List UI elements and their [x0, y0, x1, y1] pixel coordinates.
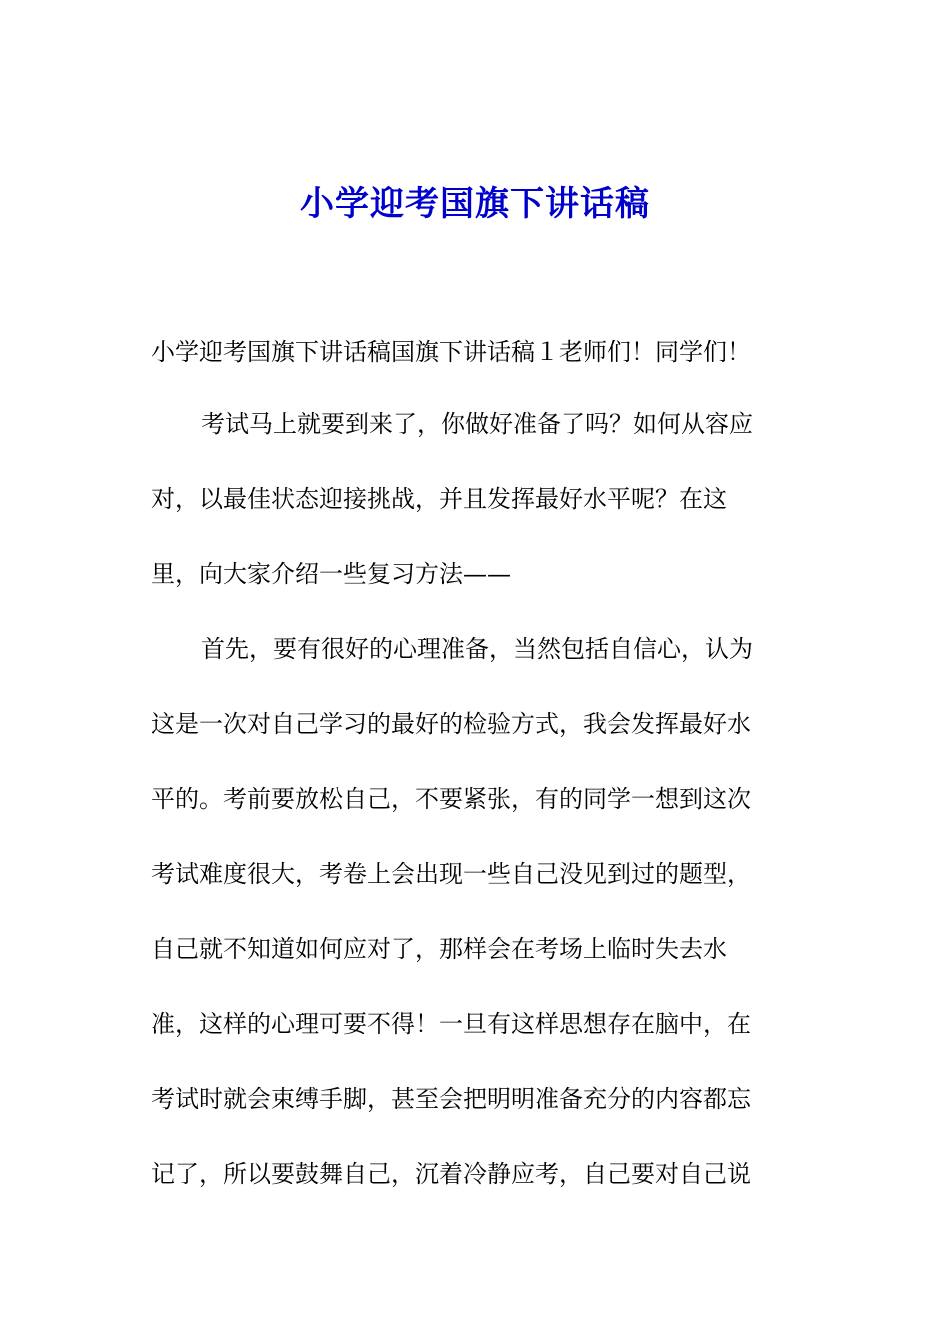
- body-line: 考试难度很大，考卷上会出现一些自己没见到过的题型，: [151, 860, 751, 888]
- body-line: 这是一次对自己学习的最好的检验方式，我会发挥最好水: [151, 710, 751, 738]
- body-line: 考试时就会束缚手脚，甚至会把明明准备充分的内容都忘: [151, 1085, 751, 1113]
- body-line: 首先，要有很好的心理准备，当然包括自信心，认为: [201, 635, 753, 663]
- body-line: 考试马上就要到来了，你做好准备了吗？如何从容应: [201, 410, 753, 438]
- document-title: 小学迎考国旗下讲话稿: [300, 184, 650, 224]
- body-line: 里，向大家介绍一些复习方法——: [151, 560, 511, 588]
- body-line: 平的。考前要放松自己，不要紧张，有的同学一想到这次: [151, 785, 751, 813]
- body-line: 对，以最佳状态迎接挑战，并且发挥最好水平呢？在这: [151, 485, 727, 513]
- body-line: 自己就不知道如何应对了，那样会在考场上临时失去水: [151, 935, 727, 963]
- body-line: 准，这样的心理可要不得！一旦有这样思想存在脑中，在: [151, 1010, 751, 1038]
- body-line: 记了，所以要鼓舞自己，沉着冷静应考，自己要对自己说: [151, 1160, 751, 1188]
- body-line-greeting: 小学迎考国旗下讲话稿国旗下讲话稿１老师们！同学们！: [151, 338, 751, 366]
